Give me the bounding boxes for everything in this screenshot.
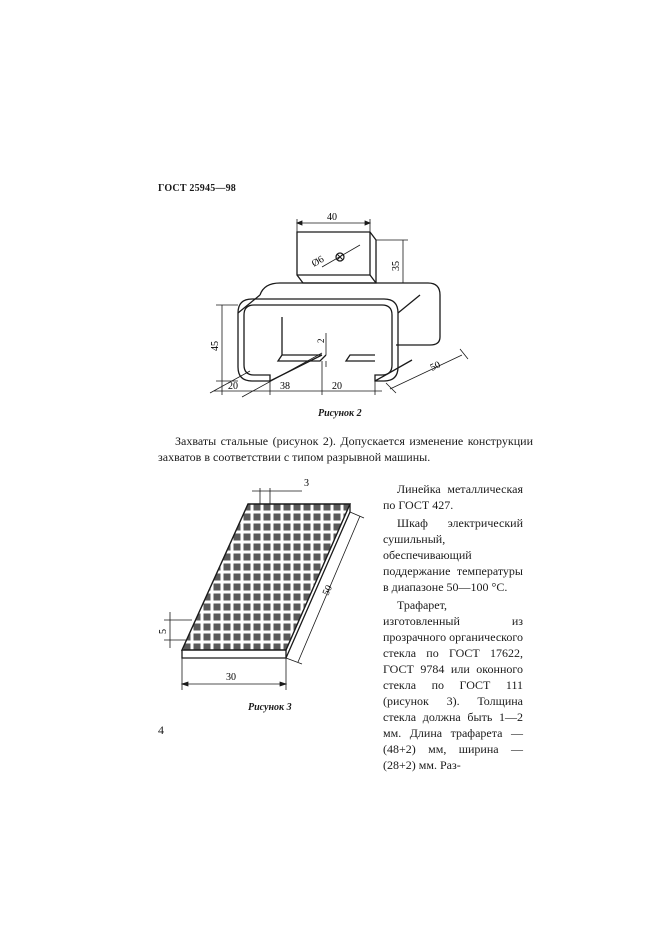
dim-top-width: 40 [327,212,337,223]
paragraph-oven: Шкаф электрический сушильный, обеспечивающий поддержание температуры в диапазоне 50—100 °С. [383,516,523,594]
figure-2-caption: Рисунок 2 [318,408,362,419]
dim-hole: Ø6 [310,253,327,270]
dim-depth: 50 [428,359,443,374]
figure-2-drawing [200,205,470,405]
grip-body-back [260,283,440,345]
dim-tab-height: 35 [391,261,402,271]
dim-left-height: 45 [210,341,221,351]
dim-base-c: 20 [332,381,342,392]
dim-slot: 2 [316,338,326,343]
paragraph-stencil: Трафарет, изготовленный из прозрачного органического стекла по ГОСТ 17622, ГОСТ 9784 или оконного стекла по ГОСТ 111 (рисунок 3). Толщина стекла должна быть 1—2 мм. Длина трафарета — (48+2) мм, ширина — (28+2) мм. Раз- [383,598,524,772]
paragraph-ruler: Линейка металлическая по ГОСТ 427. [383,482,523,512]
document-header: ГОСТ 25945—98 [158,183,237,194]
dim-base-a: 20 [228,381,238,392]
paragraph-grips: Захваты стальные (рисунок 2). Допускается изменение конструкции захватов в соответствии с типом разрывной машины. [158,434,533,464]
dim-cell: 3 [304,478,309,489]
page-number: 4 [158,723,164,737]
side-column [383,481,523,773]
dim-length: 50 [320,583,335,598]
figure-3-drawing [152,472,367,697]
figure-3-caption: Рисунок 3 [248,702,292,713]
stencil-grid [182,504,350,650]
dim-edge: 5 [158,629,169,634]
dim-base-b: 38 [280,381,290,392]
dim-width: 30 [226,672,236,683]
